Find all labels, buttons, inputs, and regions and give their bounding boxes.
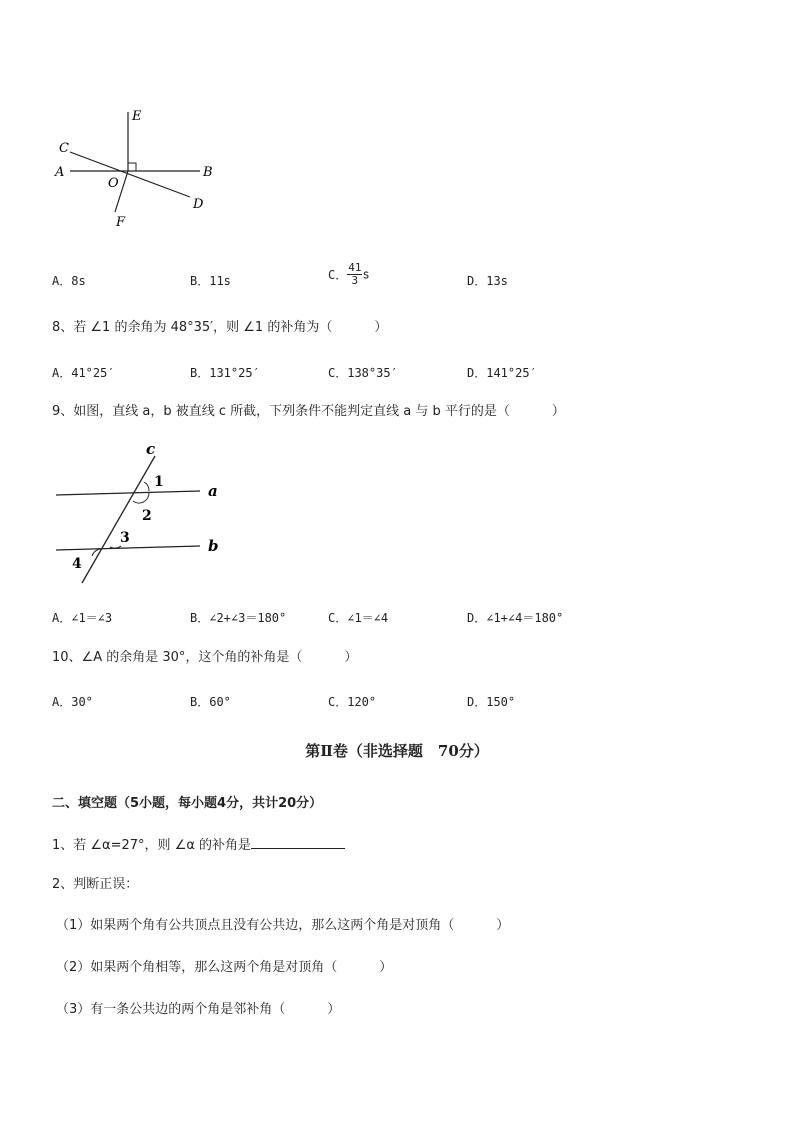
q10-stem-close: ） — [344, 650, 358, 665]
section2-heading: 二、填空题（5小题，每小题4分，共计20分） — [52, 796, 323, 811]
line-b — [56, 546, 200, 550]
q9-stem — [52, 404, 565, 420]
q7-option-a[interactable]: A．8s — [52, 274, 86, 288]
label-angle-2: 2 — [142, 508, 152, 524]
fill1-stem — [52, 836, 345, 854]
fill2-item-2-close: ） — [379, 960, 393, 975]
q7-option-c-unit: s — [362, 267, 370, 282]
angle-1-arc — [144, 482, 149, 491]
label-b-line: b — [208, 537, 219, 555]
q9-stem-close: ） — [551, 404, 565, 419]
label-angle-3: 3 — [120, 530, 130, 546]
label-d: D — [193, 197, 204, 212]
q10-option-b[interactable]: B．60° — [190, 695, 231, 709]
fraction-denominator: 3 — [351, 274, 359, 287]
fill2-item-2 — [56, 960, 392, 976]
fill2-stem: 2、判断正误： — [52, 877, 139, 892]
figure-transversal — [50, 438, 240, 588]
q9-stem-text: 9、如图，直线 a，b 被直线 c 所截，下列条件不能判定直线 a 与 b 平行的是（ — [52, 404, 510, 419]
right-angle-mark — [128, 163, 136, 171]
label-o: O — [108, 176, 119, 191]
line-a — [56, 491, 200, 495]
q9-option-c[interactable]: C．∠1＝∠4 — [328, 611, 389, 625]
fill2-item-3-text: （3）有一条公共边的两个角是邻补角（ — [56, 1002, 286, 1017]
fill2-item-1-close: ） — [496, 918, 510, 933]
label-a-line: a — [208, 482, 218, 500]
q8-option-a[interactable]: A．41°25′ — [52, 366, 115, 380]
fill2-item-1 — [56, 918, 509, 934]
q10-option-a[interactable]: A．30° — [52, 695, 93, 709]
line-cd — [70, 152, 190, 197]
q7-option-d[interactable]: D．13s — [467, 274, 508, 288]
fill2-item-3-close: ） — [327, 1002, 341, 1017]
q10-stem — [52, 650, 357, 666]
fill2-item-1-text: （1）如果两个角有公共顶点且没有公共边，那么这两个角是对顶角（ — [56, 918, 455, 933]
fill2-item-3 — [56, 1002, 340, 1018]
q10-stem-text: 10、∠A 的余角是 30°，这个角的补角是（ — [52, 650, 303, 665]
fill2-item-2-text: （2）如果两个角相等，那么这两个角是对顶角（ — [56, 960, 338, 975]
q9-option-a[interactable]: A．∠1＝∠3 — [52, 611, 113, 625]
label-e: E — [132, 109, 142, 124]
label-angle-4: 4 — [72, 556, 82, 572]
label-f: F — [116, 215, 126, 230]
fraction-numerator: 41 — [348, 261, 362, 274]
q9-option-b[interactable]: B．∠2+∠3＝180° — [190, 611, 287, 625]
q8-stem — [52, 320, 387, 336]
q8-option-b[interactable]: B．131°25′ — [190, 366, 260, 380]
q8-option-c[interactable]: C．138°35′ — [328, 366, 398, 380]
q8-stem-text: 8、若 ∠1 的余角为 48°35′，则 ∠1 的补角为（ — [52, 320, 333, 335]
label-angle-1: 1 — [154, 474, 164, 490]
fraction — [347, 262, 362, 287]
label-c-line: c — [146, 440, 156, 458]
angle-2-arc — [133, 493, 149, 503]
label-b: B — [203, 165, 213, 180]
figure-angles-at-o — [50, 100, 230, 240]
label-c: C — [59, 141, 69, 156]
q7-option-b[interactable]: B．11s — [190, 274, 231, 288]
q8-stem-close: ） — [374, 320, 388, 335]
part2-title: 第Ⅱ卷（非选择题 70分） — [305, 742, 489, 760]
q10-option-c[interactable]: C．120° — [328, 695, 377, 709]
q8-option-d[interactable]: D．141°25′ — [467, 366, 537, 380]
label-a: A — [55, 165, 65, 180]
fill1-stem-text: 1、若 ∠α=27°，则 ∠α 的补角是 — [52, 838, 252, 853]
fill1-answer-blank[interactable] — [251, 836, 345, 849]
q7-option-c-prefix: C． — [328, 268, 348, 282]
q10-option-d[interactable]: D．150° — [467, 695, 516, 709]
q9-option-d[interactable]: D．∠1+∠4＝180° — [467, 611, 564, 625]
q7-option-c[interactable] — [328, 262, 370, 287]
